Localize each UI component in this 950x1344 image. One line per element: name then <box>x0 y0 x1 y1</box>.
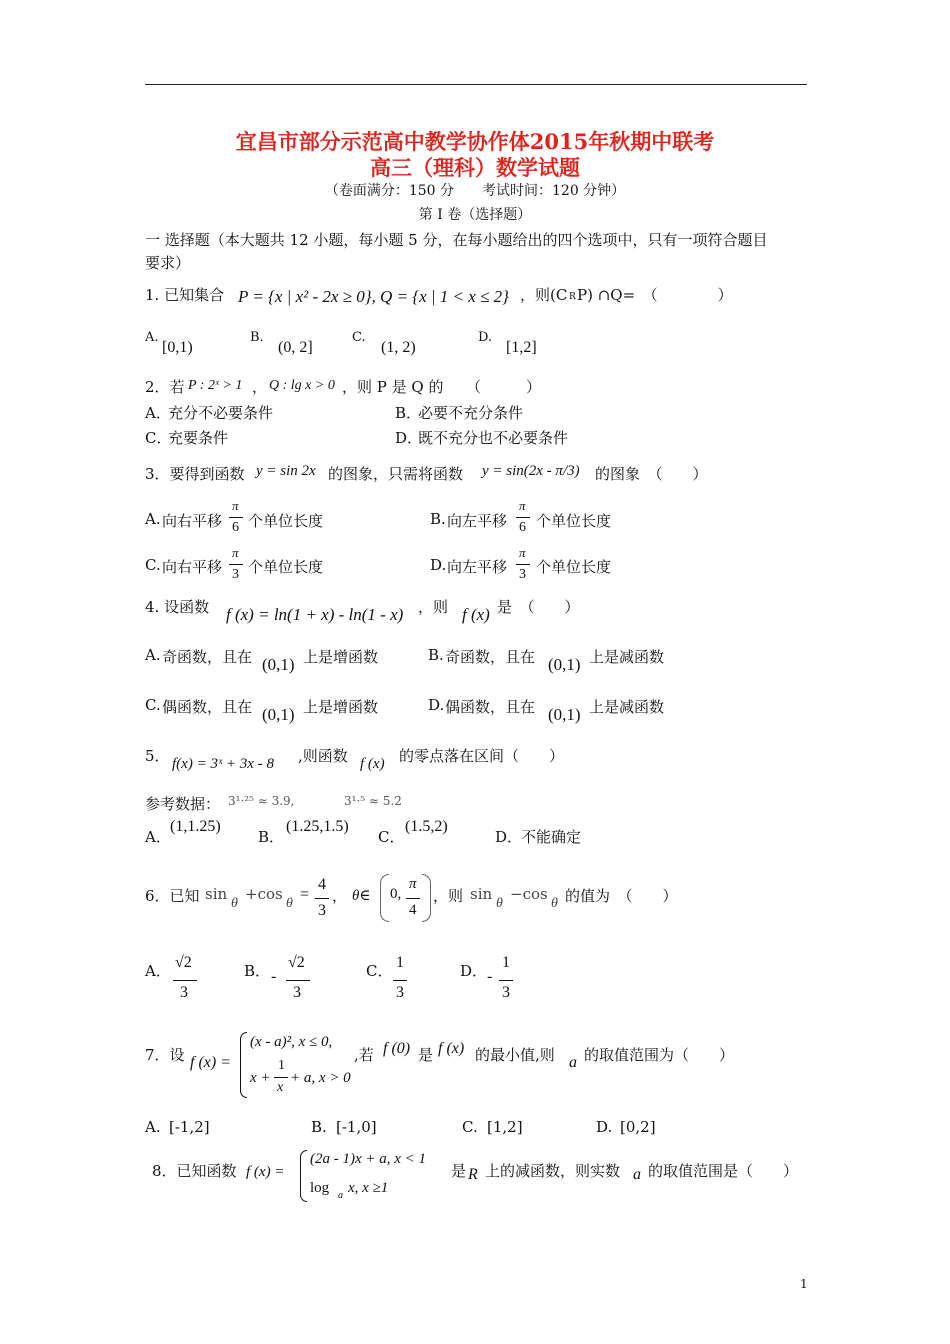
fraction-bar <box>393 980 407 981</box>
fraction-bar <box>499 980 513 981</box>
fraction-bar <box>274 1077 288 1078</box>
header-rule <box>145 84 807 85</box>
fraction-bar <box>406 898 420 899</box>
fraction-bar <box>516 564 530 565</box>
q1-formula: P = {x | x² - 2x ≥ 0}, Q = {x | 1 < x ≤ 2} <box>238 287 509 306</box>
open-paren <box>380 874 389 922</box>
left-brace <box>240 1032 247 1098</box>
fraction-bar <box>315 898 329 899</box>
page-number: 1 <box>800 1277 808 1291</box>
exam-subtitle: 高三（理科）数学试题 <box>370 155 580 180</box>
close-paren <box>422 874 431 922</box>
instructions-line-2: 要求） <box>145 254 191 272</box>
fraction-bar <box>229 517 243 518</box>
fraction-bar <box>173 980 197 981</box>
fraction-bar <box>286 980 310 981</box>
exam-meta: （卷面满分：150 分 考试时间：120 分钟） <box>324 183 626 199</box>
exam-title: 宜昌市部分示范高中教学协作体2015年秋期中联考 <box>235 129 715 154</box>
instructions-line-1: 一 选择题（本大题共 12 小题，每小题 5 分，在每小题给出的四个选项中，只有一项符合题目 <box>145 231 768 249</box>
section-title: 第 I 卷（选择题） <box>418 207 532 223</box>
fraction-bar <box>229 564 243 565</box>
fraction-bar <box>516 517 530 518</box>
left-brace <box>300 1150 307 1202</box>
